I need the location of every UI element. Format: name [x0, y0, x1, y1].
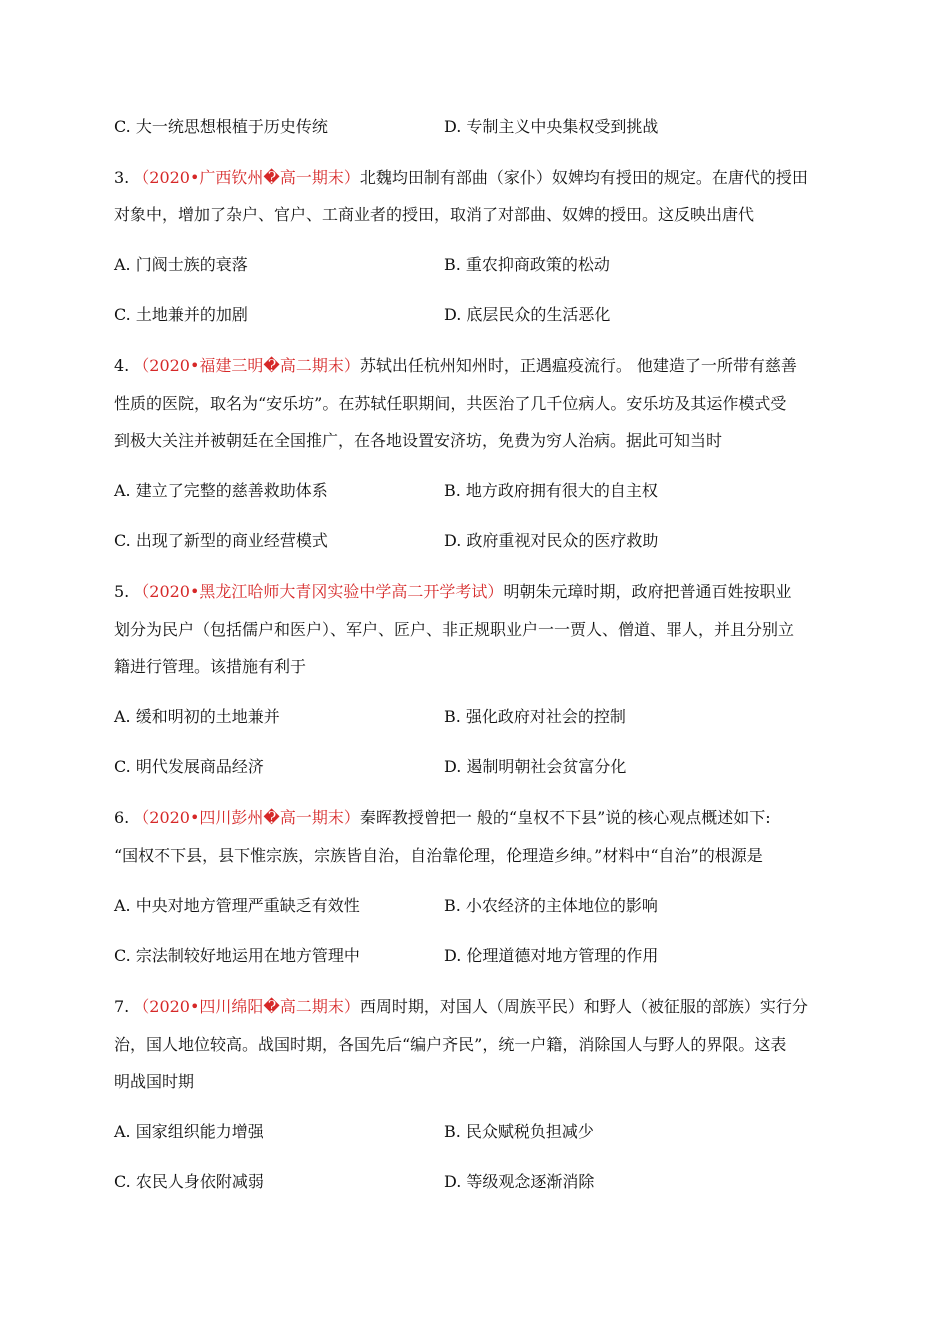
question-source: （2020•四川绵阳�高二期末） [133, 997, 360, 1016]
question-text: 秦晖教授曾把一 般的“皇权不下县”说的核心观点概述如下: [359, 808, 771, 827]
option-d: D. 遏制明朝社会贫富分化 [444, 757, 627, 776]
option-a: A. 缓和明初的土地兼并 [114, 707, 280, 726]
option-d: D. 底层民众的生活恶化 [444, 305, 611, 324]
question-text: 明朝朱元璋时期，政府把普通百姓按职业 [503, 582, 792, 601]
question-number: 6. [114, 808, 130, 827]
option-a: A. 国家组织能力增强 [114, 1122, 264, 1141]
option-c: C. 大一统思想根植于历史传统 [114, 117, 328, 136]
option-d: D. 伦理道德对地方管理的作用 [444, 946, 659, 965]
question-text-line: 对象中，增加了杂户、官户、工商业者的授田，取消了对部曲、奴婢的授田。这反映出唐代 [114, 205, 755, 224]
question-5 [114, 582, 854, 602]
option-d: D. 专制主义中央集权受到挑战 [444, 117, 659, 136]
option-a: A. 中央对地方管理严重缺乏有效性 [114, 896, 360, 915]
question-text-line: 性质的医院，取名为“安乐坊”。在苏轼任职期间，共医治了几千位病人。安乐坊及其运作模式受 [114, 394, 787, 413]
option-c: C. 土地兼并的加剧 [114, 305, 248, 324]
question-source: （2020•四川彭州�高一期末） [133, 808, 360, 827]
question-text-line: 籍进行管理。该措施有利于 [114, 657, 307, 676]
question-number: 5. [114, 582, 130, 601]
question-text: 西周时期，对国人（周族平民）和野人（被征服的部族）实行分 [359, 997, 808, 1016]
option-c: C. 明代发展商品经济 [114, 757, 264, 776]
question-source: （2020•黑龙江哈师大青冈实验中学高二开学考试） [133, 582, 504, 601]
question-text: 北魏均田制有部曲（家仆）奴婢均有授田的规定。在唐代的授田 [359, 168, 808, 187]
question-source: （2020•广西钦州�高一期末） [133, 168, 360, 187]
question-number: 4. [114, 356, 130, 375]
question-text: 苏轼出任杭州知州时，正遇瘟疫流行。 他建造了一所带有慈善 [359, 356, 797, 375]
option-a: A. 建立了完整的慈善救助体系 [114, 481, 328, 500]
question-6 [114, 808, 854, 828]
option-b: B. 小农经济的主体地位的影响 [444, 896, 658, 915]
option-b: B. 强化政府对社会的控制 [444, 707, 626, 726]
question-text-line: “国权不下县，县下惟宗族，宗族皆自治，自治靠伦理，伦理造乡绅。”材料中“自治”的根源是 [114, 846, 763, 865]
option-c: C. 宗法制较好地运用在地方管理中 [114, 946, 360, 965]
question-number: 7. [114, 997, 130, 1016]
option-b: B. 重农抑商政策的松动 [444, 255, 610, 274]
question-source: （2020•福建三明�高二期末） [133, 356, 360, 375]
option-d: D. 等级观念逐渐消除 [444, 1172, 595, 1191]
option-a: A. 门阀士族的衰落 [114, 255, 248, 274]
question-number: 3. [114, 168, 130, 187]
question-text-line: 到极大关注并被朝廷在全国推广，在各地设置安济坊，免费为穷人治病。据此可知当时 [114, 431, 723, 450]
option-c: C. 出现了新型的商业经营模式 [114, 531, 328, 550]
question-text-line: 明战国时期 [114, 1072, 195, 1091]
option-b: B. 民众赋税负担减少 [444, 1122, 594, 1141]
question-3 [114, 168, 854, 188]
option-d: D. 政府重视对民众的医疗救助 [444, 531, 659, 550]
question-text-line: 划分为民户（包括儒户和医户）、军户、匠户、非正规职业户一一贾人、僧道、罪人，并且分别立 [114, 620, 795, 639]
question-text-line: 治，国人地位较高。战国时期，各国先后“编户齐民”，统一户籍，消除国人与野人的界限。这表 [114, 1035, 787, 1054]
option-c: C. 农民人身依附减弱 [114, 1172, 264, 1191]
question-4 [114, 356, 854, 376]
option-b: B. 地方政府拥有很大的自主权 [444, 481, 658, 500]
question-7 [114, 997, 854, 1017]
